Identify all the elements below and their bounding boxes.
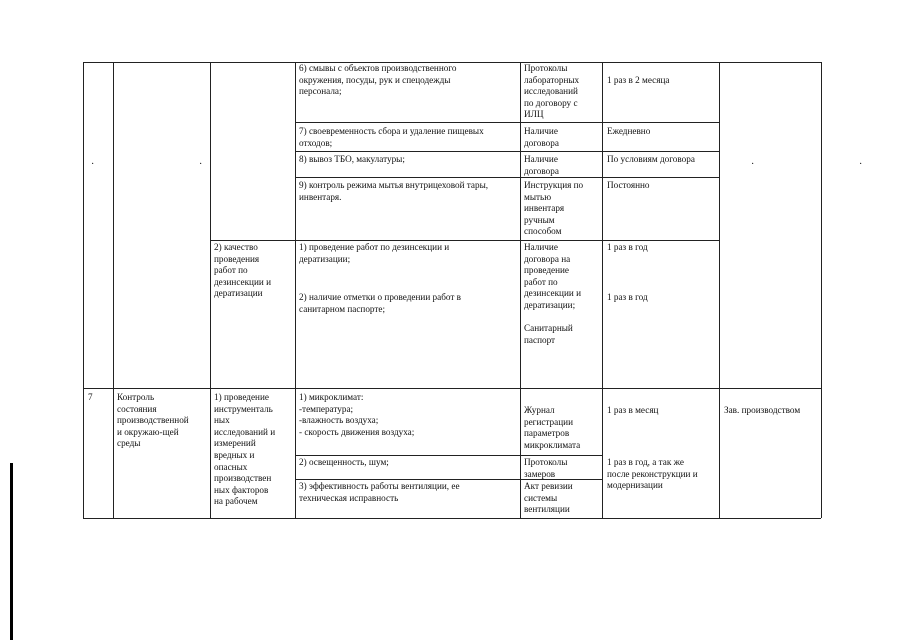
col-divider	[602, 62, 603, 518]
cell-micro-text: 1) микроклимат: -температура; -влажность воздуха; - скорость движения воздуха;	[299, 392, 415, 437]
col-divider	[113, 62, 114, 518]
cell-item6-doc: Протоколы лабораторных исследований по договору с ИЛЦ	[524, 63, 580, 120]
cell-vent-doc: Акт ревизии системы вентиляции	[524, 481, 573, 515]
cell-pest-label: 2) качество проведения работ по дезинсекции и дератизации	[214, 242, 272, 299]
cell-item9-freq: Постоянно	[607, 180, 650, 190]
cell-item8-text: 8) вывоз ТБО, макулатуры;	[299, 154, 405, 164]
cell-item7-freq: Ежедневно	[607, 126, 651, 136]
row-divider	[295, 151, 719, 152]
cell-env-subtitle: 1) проведение инструменталь ных исследований и измерений вредных и опасных производствен ных факторов на рабочем	[214, 392, 276, 507]
cell-micro-doc: Журнал регистрации параметров микроклимата	[524, 405, 581, 450]
cell-responsible: Зав. производством	[724, 405, 801, 415]
row-divider	[295, 455, 602, 456]
col-divider	[821, 62, 822, 518]
cell-item7-text: 7) своевременность сбора и удаление пищевых отходов;	[299, 126, 484, 148]
col-divider	[83, 62, 84, 518]
cell-light-doc: Протоколы замеров	[524, 457, 568, 479]
cell-light-text: 2) освещенность, шум;	[299, 457, 389, 467]
cell-vent-text: 3) эффективность работы вентиляции, ее техническая исправность	[299, 481, 460, 503]
cell-env-title: Контроль состояния производственной и окружаю-щей среды	[117, 392, 189, 449]
cell-micro-freq: 1 раз в месяц	[607, 405, 659, 415]
stray-mark: ·	[751, 159, 755, 170]
cell-pest-item2: 2) наличие отметки о проведении работ в санитарном паспорте;	[299, 292, 462, 314]
cell-item9-doc: Инструкция по мытью инвентаря ручным способом	[524, 180, 584, 237]
cell-item9-text: 9) контроль режима мытья внутрицеховой тары, инвентаря.	[299, 180, 489, 202]
col-divider	[210, 62, 211, 518]
table-bottom-border	[83, 518, 821, 519]
cell-pest-item1: 1) проведение работ по дезинсекции и дератизации;	[299, 242, 450, 264]
cell-pest-freq2: 1 раз в год	[607, 292, 648, 302]
row-divider	[210, 240, 719, 241]
row-divider	[83, 388, 821, 389]
stray-mark: ·	[91, 159, 95, 170]
row-divider	[295, 122, 719, 123]
cell-item6-freq: 1 раз в 2 месяца	[607, 75, 670, 85]
cell-item8-freq: По условиям договора	[607, 154, 695, 164]
cell-pest-docs: Наличие договора на проведение работ по дезинсекции и дератизации; Санитарный паспорт	[524, 242, 582, 345]
cell-light-freq: 1 раз в год, а так же после реконструкции и модернизации	[607, 457, 698, 491]
row-number: 7	[88, 392, 93, 402]
stray-mark: ·	[859, 159, 863, 170]
cell-pest-freq1: 1 раз в год	[607, 242, 648, 252]
col-divider	[295, 62, 296, 518]
row-divider	[295, 177, 719, 178]
col-divider	[520, 62, 521, 518]
col-divider	[719, 62, 720, 518]
stray-mark: ·	[199, 159, 203, 170]
scan-edge-bar	[10, 463, 13, 640]
cell-item6-text: 6) смывы с объектов производственного окружения, посуды, рук и спецодежды персонала;	[299, 63, 457, 97]
cell-item7-doc: Наличие договора	[524, 126, 559, 148]
cell-item8-doc: Наличие договора	[524, 154, 559, 176]
